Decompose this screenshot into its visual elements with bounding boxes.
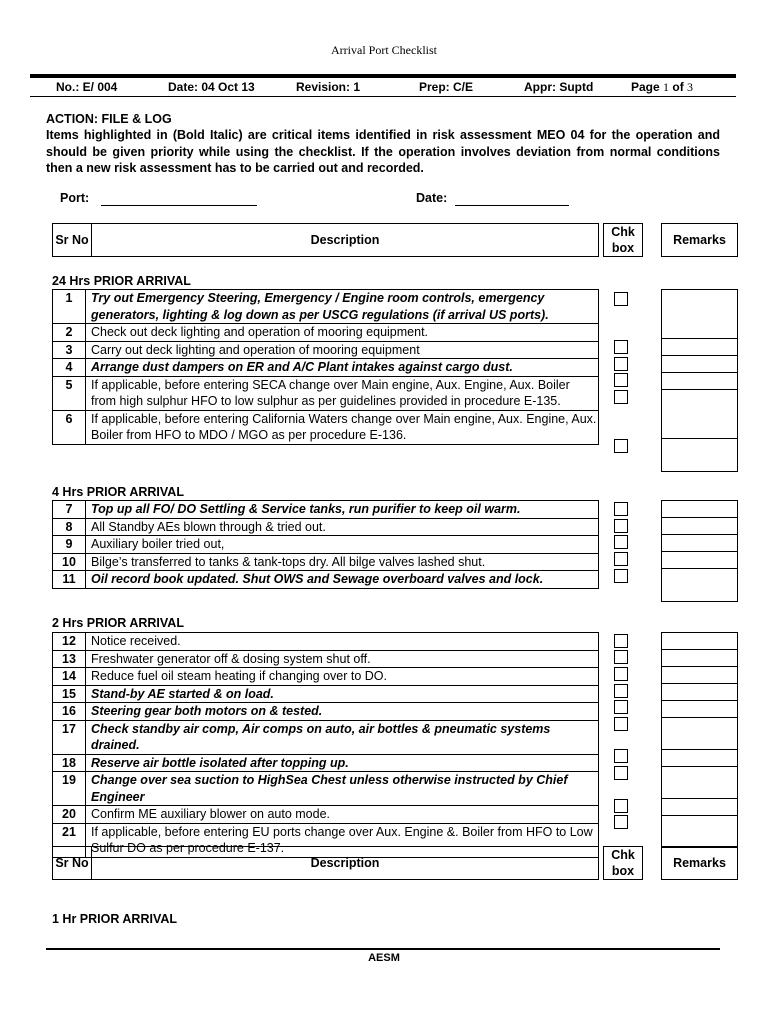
- table-row: [53, 703, 599, 721]
- table-row: [53, 290, 599, 324]
- column-header-remarks-bottom: [661, 846, 738, 880]
- remarks-cell-item-3[interactable]: [661, 355, 738, 373]
- item-description: Confirm ME auxiliary blower on auto mode.: [86, 806, 599, 824]
- intro-paragraph: Items highlighted in (Bold Italic) are critical items identified in risk assessment MEO 04 for the operation and should be given priority while using the checklist. If the operation involves deviation from normal conditions then a new risk assessment has to be carried out and recorded.: [46, 128, 720, 175]
- item-description: Reduce fuel oil steam heating if changing over to DO.: [86, 668, 599, 686]
- table-row: [53, 720, 599, 754]
- footer-rule: [46, 948, 720, 950]
- item-number: 8: [53, 518, 86, 536]
- check-box-item-16[interactable]: [614, 700, 628, 714]
- page-prefix: Page: [631, 80, 660, 94]
- column-header-remarks-label: Remarks: [673, 856, 726, 870]
- item-number: 7: [53, 501, 86, 519]
- item-number: 10: [53, 553, 86, 571]
- item-number: 13: [53, 650, 86, 668]
- page-total: 3: [687, 80, 694, 94]
- section-table-24hrs: [52, 289, 599, 445]
- column-header-description: Description: [310, 856, 380, 870]
- remarks-cell-item-18[interactable]: [661, 749, 738, 767]
- column-header-remarks-label: Remarks: [673, 233, 726, 247]
- item-description: Check standby air comp, Air comps on auto, air bottles & pneumatic systems drained.: [86, 720, 599, 754]
- check-box-item-18[interactable]: [614, 749, 628, 763]
- check-box-item-4[interactable]: [614, 373, 628, 387]
- check-box-item-19[interactable]: [614, 766, 628, 780]
- table-row: [53, 685, 599, 703]
- item-number: 11: [53, 571, 86, 589]
- table-row: [53, 376, 599, 410]
- column-header-sr: Sr No: [53, 224, 92, 256]
- item-number: 21: [53, 823, 86, 857]
- item-number: 3: [53, 341, 86, 359]
- item-description: Notice received.: [86, 633, 599, 651]
- column-header-description: Description: [310, 233, 380, 247]
- remarks-cell-item-21[interactable]: [661, 815, 738, 848]
- item-description: Arrange dust dampers on ER and A/C Plant intakes against cargo dust.: [86, 359, 599, 377]
- date-label: Date:: [416, 191, 448, 205]
- table-row: [53, 806, 599, 824]
- remarks-cell-item-15[interactable]: [661, 683, 738, 701]
- item-number: 9: [53, 536, 86, 554]
- section-title-1hr: 1 Hr PRIOR ARRIVAL: [52, 912, 178, 926]
- column-header-left: [52, 223, 599, 257]
- item-number: 15: [53, 685, 86, 703]
- check-box-item-21[interactable]: [614, 815, 628, 829]
- item-description: Carry out deck lighting and operation of mooring equipment: [86, 341, 599, 359]
- check-box-item-6[interactable]: [614, 439, 628, 453]
- check-box-item-9[interactable]: [614, 535, 628, 549]
- check-box-item-3[interactable]: [614, 357, 628, 371]
- remarks-cell-item-20[interactable]: [661, 798, 738, 816]
- table-row: [53, 359, 599, 377]
- table-row: [53, 324, 599, 342]
- column-header-left-bottom: [52, 846, 599, 880]
- table-row: [53, 650, 599, 668]
- check-box-item-12[interactable]: [614, 634, 628, 648]
- item-description: All Standby AEs blown through & tried out.: [86, 518, 599, 536]
- column-header-chk-label: Chk box: [611, 225, 635, 255]
- table-row: [53, 668, 599, 686]
- column-header-chk-label: Chk box: [611, 848, 635, 878]
- remarks-cell-item-14[interactable]: [661, 666, 738, 684]
- remarks-cell-item-4[interactable]: [661, 372, 738, 390]
- check-box-item-5[interactable]: [614, 390, 628, 404]
- check-box-item-2[interactable]: [614, 340, 628, 354]
- check-box-item-1[interactable]: [614, 292, 628, 306]
- item-number: 4: [53, 359, 86, 377]
- header-bottom-rule: [30, 96, 736, 97]
- item-description: Top up all FO/ DO Settling & Service tanks, run purifier to keep oil warm.: [86, 501, 599, 519]
- table-row: [53, 553, 599, 571]
- remarks-cell-item-13[interactable]: [661, 649, 738, 667]
- remarks-cell-item-1[interactable]: [661, 289, 738, 339]
- item-description: Bilge’s transferred to tanks & tank-tops dry. All bilge valves lashed shut.: [86, 553, 599, 571]
- document-title: Arrival Port Checklist: [331, 43, 437, 57]
- item-description: Auxiliary boiler tried out,: [86, 536, 599, 554]
- doc-prepared-by: Prep: C/E: [419, 80, 474, 94]
- item-description: Try out Emergency Steering, Emergency / Engine room controls, emergency generators, lighting & log down as per USCG regulations (if arrival US ports).: [86, 290, 599, 324]
- column-header-sr: Sr No: [53, 847, 92, 879]
- check-box-item-11[interactable]: [614, 569, 628, 583]
- doc-approved-by: Appr: Suptd: [524, 80, 594, 94]
- remarks-cell-item-17[interactable]: [661, 717, 738, 750]
- remarks-cell-item-9[interactable]: [661, 534, 738, 552]
- check-box-item-15[interactable]: [614, 684, 628, 698]
- column-header-remarks: [661, 223, 738, 257]
- date-field[interactable]: [455, 205, 569, 206]
- column-header-chk-bottom: [603, 846, 643, 880]
- item-number: 14: [53, 668, 86, 686]
- remarks-cell-item-11[interactable]: [661, 568, 738, 602]
- remarks-cell-item-7[interactable]: [661, 500, 738, 518]
- item-description: Reserve air bottle isolated after topping up.: [86, 754, 599, 772]
- item-description: If applicable, before entering California Waters change over Main engine, Aux. Engine, Aux. Boiler from HFO to MDO / MGO as per procedure E-136.: [86, 410, 599, 444]
- remarks-cell-item-8[interactable]: [661, 517, 738, 535]
- remarks-cell-item-2[interactable]: [661, 338, 738, 356]
- table-row: [53, 501, 599, 519]
- section-table-2hrs: [52, 632, 599, 858]
- section-title-2hrs: 2 Hrs PRIOR ARRIVAL: [52, 616, 184, 630]
- item-number: 6: [53, 410, 86, 444]
- item-description: Freshwater generator off & dosing system shut off.: [86, 650, 599, 668]
- item-description: Steering gear both motors on & tested.: [86, 703, 599, 721]
- column-header-chk: [603, 223, 643, 257]
- item-description: Change over sea suction to HighSea Chest unless otherwise instructed by Chief Engineer: [86, 772, 599, 806]
- check-box-item-8[interactable]: [614, 519, 628, 533]
- item-description: Stand-by AE started & on load.: [86, 685, 599, 703]
- item-number: 19: [53, 772, 86, 806]
- remarks-cell-item-16[interactable]: [661, 700, 738, 718]
- table-row: [53, 633, 599, 651]
- item-number: 20: [53, 806, 86, 824]
- table-row: [53, 536, 599, 554]
- action-line: ACTION: FILE & LOG: [46, 112, 172, 126]
- item-number: 17: [53, 720, 86, 754]
- remarks-cell-item-12[interactable]: [661, 632, 738, 650]
- item-description: Oil record book updated. Shut OWS and Sewage overboard valves and lock.: [86, 571, 599, 589]
- table-row: [53, 410, 599, 444]
- section-title-4hrs: 4 Hrs PRIOR ARRIVAL: [52, 485, 184, 499]
- item-number: 16: [53, 703, 86, 721]
- page-of: of: [672, 80, 684, 94]
- footer-text: AESM: [368, 952, 400, 964]
- remarks-cell-item-10[interactable]: [661, 551, 738, 569]
- item-number: 1: [53, 290, 86, 324]
- item-number: 5: [53, 376, 86, 410]
- doc-number: No.: E/ 004: [56, 80, 118, 94]
- item-description: If applicable, before entering SECA change over Main engine, Aux. Engine, Aux. Boiler from high sulphur HFO to low sulphur as per guidelines provided in procedure E-135.: [86, 376, 599, 410]
- table-row: [53, 341, 599, 359]
- item-number: 18: [53, 754, 86, 772]
- remarks-cell-item-19[interactable]: [661, 766, 738, 799]
- port-label: Port:: [60, 191, 90, 205]
- item-number: 12: [53, 633, 86, 651]
- table-row: [53, 571, 599, 589]
- table-row: [53, 772, 599, 806]
- check-box-item-10[interactable]: [614, 552, 628, 566]
- check-box-item-20[interactable]: [614, 799, 628, 813]
- header-top-rule: [30, 74, 736, 78]
- doc-date: Date: 04 Oct 13: [168, 80, 255, 94]
- item-description: Check out deck lighting and operation of mooring equipment.: [86, 324, 599, 342]
- remarks-cell-item-5[interactable]: [661, 389, 738, 439]
- doc-revision: Revision: 1: [296, 80, 361, 94]
- table-row: [53, 518, 599, 536]
- item-description: If applicable, before entering EU ports change over Aux. Engine &. Boiler from HFO to Low Sulfur DO as per procedure E-137.: [86, 823, 599, 857]
- page-indicator: [631, 80, 693, 95]
- section-title-24hrs: 24 Hrs PRIOR ARRIVAL: [52, 274, 191, 288]
- item-number: 2: [53, 324, 86, 342]
- check-box-item-7[interactable]: [614, 502, 628, 516]
- check-box-item-13[interactable]: [614, 650, 628, 664]
- page-number: 1: [663, 80, 670, 94]
- check-box-item-17[interactable]: [614, 717, 628, 731]
- section-table-4hrs: [52, 500, 599, 589]
- remarks-cell-item-6[interactable]: [661, 438, 738, 472]
- table-row: [53, 754, 599, 772]
- port-field[interactable]: [101, 205, 257, 206]
- check-box-item-14[interactable]: [614, 667, 628, 681]
